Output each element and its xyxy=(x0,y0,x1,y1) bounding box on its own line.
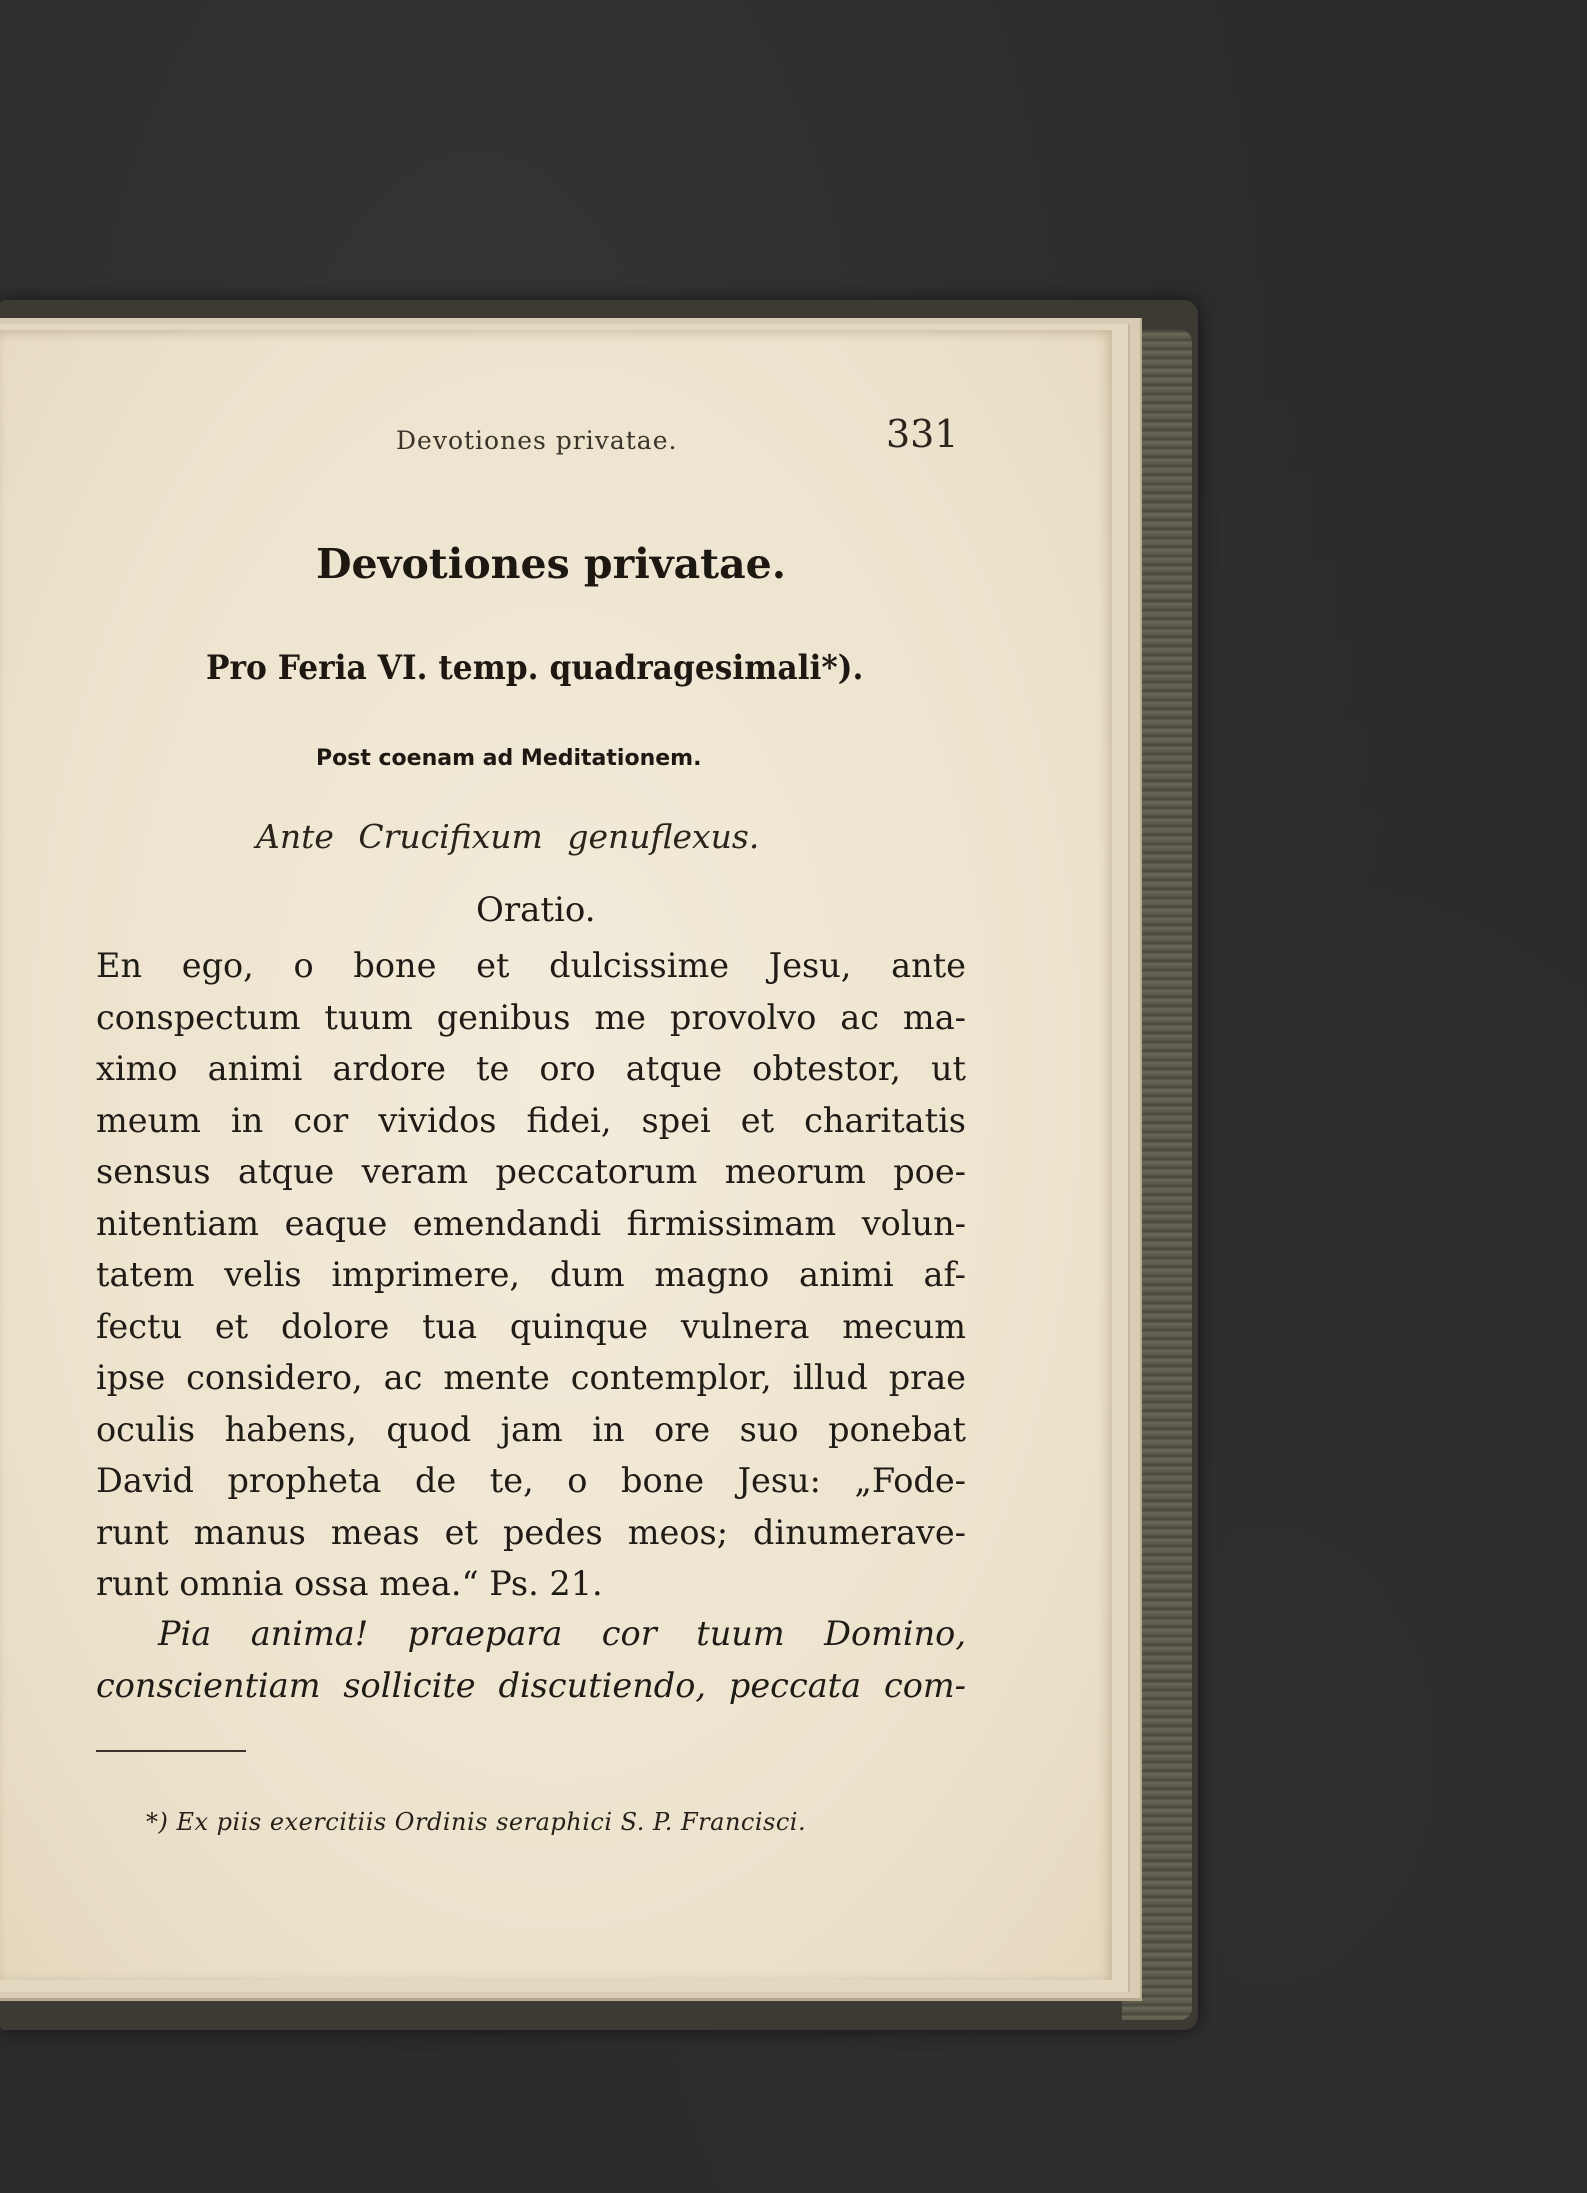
text-line: En ego, o bone et dulcissime Jesu, ante xyxy=(96,946,966,985)
book-page xyxy=(0,330,1112,1980)
text-line: ximo animi ardore te oro atque obtestor, ut xyxy=(96,1049,966,1088)
text-line: oculis habens, quod jam in ore suo ponebat xyxy=(96,1409,966,1449)
text-line: conspectum tuum genibus me provolvo ac ma- xyxy=(96,997,966,1037)
footnote: *) Ex piis exercitiis Ordinis seraphici S. P. Francisci. xyxy=(146,1808,807,1836)
page-number: 331 xyxy=(886,412,959,456)
prayer-heading: Oratio. xyxy=(476,890,596,930)
page-title: Devotiones privatae. xyxy=(316,540,787,588)
footnote-divider xyxy=(96,1750,246,1752)
text-line: sensus atque veram peccatorum meorum poe- xyxy=(96,1152,966,1191)
section-subsubtitle: Post coenam ad Meditationem. xyxy=(316,746,702,771)
text-line: David propheta de te, o bone Jesu: „Fode- xyxy=(96,1461,966,1500)
text-line: nitentiam eaque emendandi firmissimam volun- xyxy=(96,1203,966,1243)
text-line: meum in cor vividos fidei, spei et charitatis xyxy=(96,1100,966,1140)
text-line: tatem velis imprimere, dum magno animi af- xyxy=(96,1255,966,1294)
text-line: fectu et dolore tua quinque vulnera mecum xyxy=(96,1306,966,1346)
text-line: runt manus meas et pedes meos; dinumerave- xyxy=(96,1512,966,1552)
text-line: runt omnia ossa mea.“ Ps. 21. xyxy=(96,1564,603,1603)
text-line: ipse considero, ac mente contemplor, illud prae xyxy=(96,1358,966,1397)
section-subtitle: Pro Feria VI. temp. quadragesimali*). xyxy=(206,648,864,688)
running-head: Devotiones privatae. xyxy=(396,426,678,455)
instruction-paragraph xyxy=(96,1608,966,1711)
rubric-instruction: Ante Crucifixum genuflexus. xyxy=(256,817,760,856)
text-line: conscientiam sollicite discutiendo, peccata com- xyxy=(96,1665,966,1705)
prayer-text xyxy=(96,940,966,1610)
text-line: Pia anima! praepara cor tuum Domino, xyxy=(158,1614,966,1653)
